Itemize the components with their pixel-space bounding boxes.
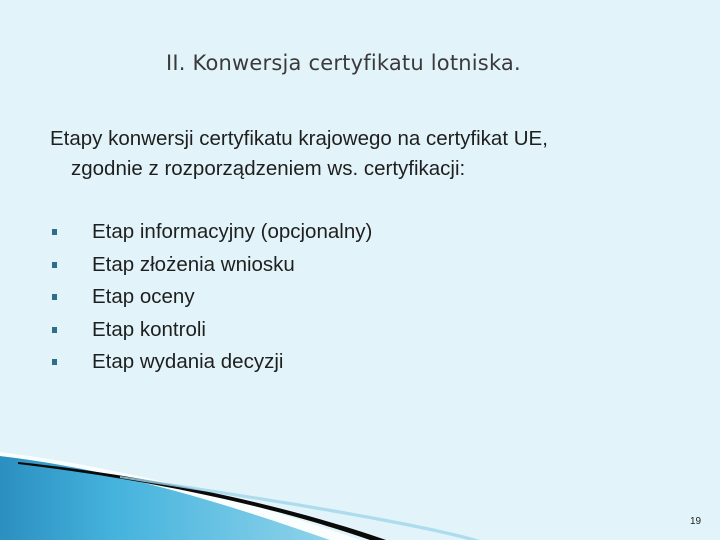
blue-wave-shape	[0, 456, 330, 540]
page-number: 19	[690, 516, 702, 527]
list-item-text: Etap wydania decyzji	[92, 350, 284, 373]
square-bullet-icon	[52, 359, 57, 365]
intro-line-1: Etapy konwersji certyfikatu krajowego na certyfikat UE,	[50, 127, 548, 150]
square-bullet-icon	[52, 229, 57, 235]
intro-line-2: zgodnie z rozporządzeniem ws. certyfikacji:	[71, 157, 466, 180]
list-item-text: Etap informacyjny (opcjonalny)	[92, 220, 373, 243]
list-item-text: Etap kontroli	[92, 317, 206, 341]
slide-title: II. Konwersja certyfikatu lotniska.	[166, 51, 521, 75]
square-bullet-icon	[52, 294, 57, 300]
square-bullet-icon	[52, 262, 57, 268]
square-bullet-icon	[52, 327, 57, 333]
intro-paragraph	[50, 124, 690, 184]
list-item-text: Etap oceny	[92, 285, 195, 308]
list-item-text: Etap złożenia wniosku	[92, 252, 295, 276]
